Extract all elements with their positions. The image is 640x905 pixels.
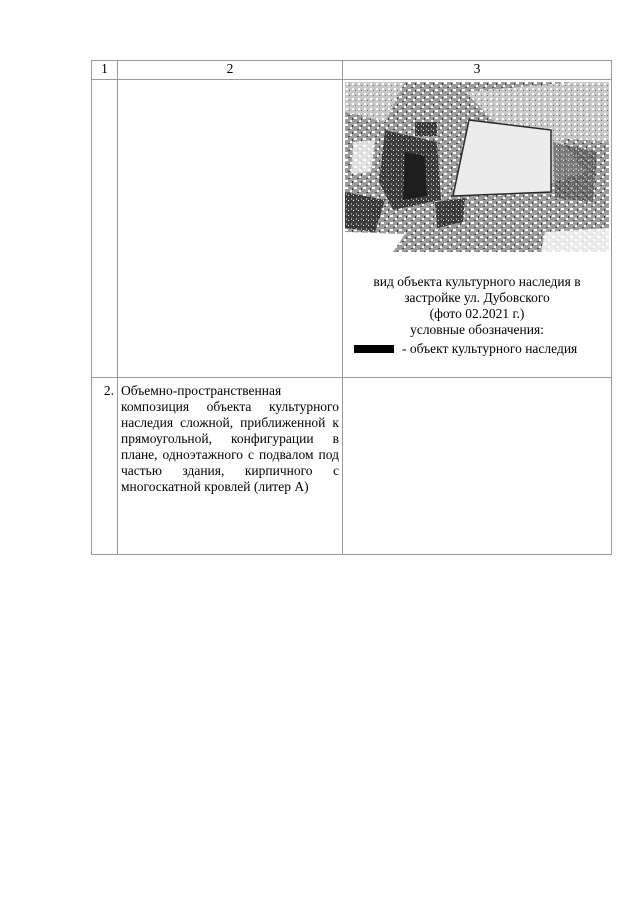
caption-line: вид объекта культурного наследия в [373, 274, 581, 289]
header-col-2: 2 [118, 61, 343, 80]
legend-swatch-icon [354, 345, 394, 353]
legend [343, 341, 611, 357]
aerial-photo-icon [345, 82, 609, 252]
legend-label: - объект культурного наследия [402, 341, 578, 356]
header-col-3: 3 [343, 61, 612, 80]
row2-description: Объемно-пространственная композиция объекта культурного наследия сложной, приближенной к прямоугольной, конфигурации в плане, одноэтажного с подвалом под частью здания, кирпичного с многоскатной кровлей (литер А) [118, 378, 343, 555]
table-row-2 [92, 378, 612, 555]
row2-empty-cell [343, 378, 612, 555]
row2-number: 2. [92, 378, 118, 555]
caption-line: (фото 02.2021 г.) [429, 306, 525, 321]
table-row-1 [92, 80, 612, 378]
header-col-1: 1 [92, 61, 118, 80]
header-row [92, 61, 612, 80]
row1-description-cell [118, 80, 343, 378]
caption-line: застройке ул. Дубовского [404, 290, 550, 305]
document-table [91, 60, 612, 555]
row1-number-cell [92, 80, 118, 378]
photo-caption [343, 274, 611, 338]
caption-line: условные обозначения: [410, 322, 544, 337]
row1-photo-cell [343, 80, 612, 378]
